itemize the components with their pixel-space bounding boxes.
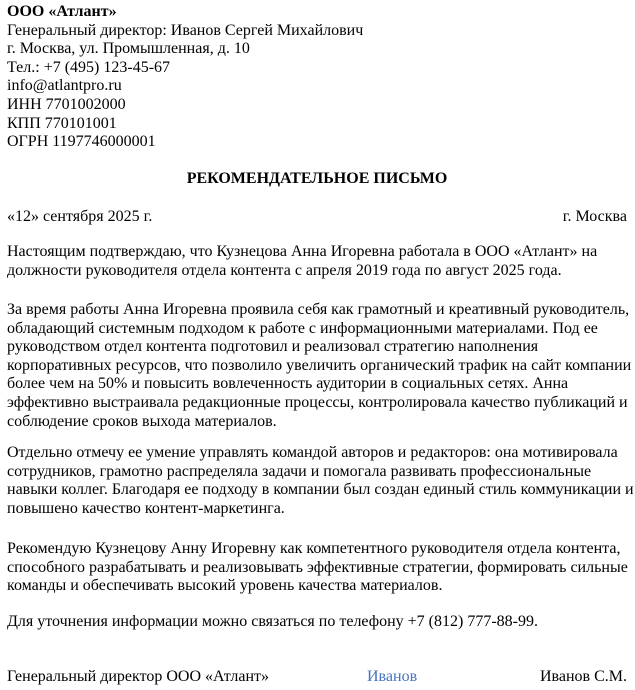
company-name: ООО «Атлант»	[7, 3, 117, 20]
kpp-line: КПП 770101001	[7, 114, 117, 132]
ogrn-line: ОГРН 1197746000001	[7, 133, 156, 151]
date-line	[7, 208, 627, 226]
paragraph-recommendation: Рекомендую Кузнецову Анну Игоревну как компетентного руководителя отдела контента, способного разрабатывать и реализовывать эффективные стратегии, формировать сильные команды и обеспечивать высокий уровень качества материалов.	[7, 540, 628, 595]
address-line: г. Москва, ул. Промышленная, д. 10	[7, 40, 250, 58]
signer-role: Генеральный директор ООО «Атлант»	[7, 668, 269, 685]
paragraph-achievements: За время работы Анна Игоревна проявила себя как грамотный и креативный руководитель, обладающий системным подходом к работе с информационными материалами. Под ее руководством отдел контента подготовил и реализовал стратегию наполнения корпоративных ресурсов, что позволило увеличить органический трафик на сайт компании более чем на 50% и повысить вовлеченность аудитории в социальных сетях. Анна эффективно выстраивала редакционные процессы, контролировала качество публикаций и соблюдение сроков выхода материалов.	[7, 301, 632, 430]
handwritten-signature: Иванов	[367, 668, 418, 685]
inn-line: ИНН 7701002000	[7, 95, 126, 113]
paragraph-contact: Для уточнения информации можно связаться по телефону +7 (812) 777-88-99.	[7, 613, 538, 630]
document-title: РЕКОМЕНДАТЕЛЬНОЕ ПИСЬМО	[186, 170, 448, 187]
director-line: Генеральный директор: Иванов Сергей Михайлович	[7, 21, 364, 39]
paragraph-intro: Настоящим подтверждаю, что Кузнецова Анна Игоревна работала в ООО «Атлант» на должности руководителя отдела контента с апреля 2019 года по август 2025 года.	[7, 243, 598, 279]
paragraph-team: Отдельно отмечу ее умение управлять командой авторов и редакторов: она мотивировала сотрудников, грамотно распределяла задачи и помогала развивать профессиональные навыки коллег. Благодаря ее подходу в компании был создан единый стиль коммуникации и повышено качество контент-маркетинга.	[7, 444, 634, 517]
letter-page	[7, 3, 634, 685]
phone-line: Тел.: +7 (495) 123-45-67	[7, 58, 171, 76]
signer-name: Иванов С.М.	[539, 668, 627, 685]
letter-date: «12» сентября 2025 г.	[7, 208, 153, 225]
email-line: info@atlantpro.ru	[7, 77, 122, 95]
letterhead	[7, 3, 627, 152]
letter-city: г. Москва	[562, 208, 627, 225]
